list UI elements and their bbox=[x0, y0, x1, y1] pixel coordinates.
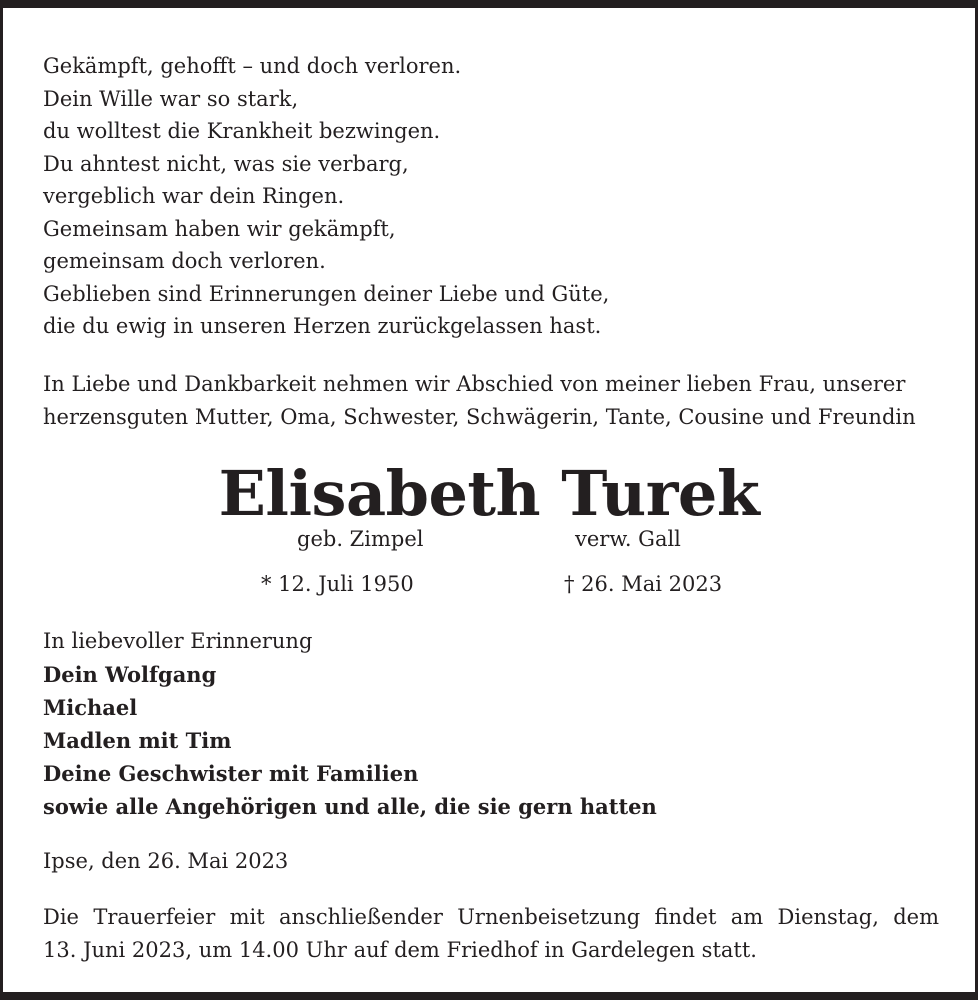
birth-date: * 12. Juli 1950 bbox=[261, 572, 414, 596]
ceremony-line: 13. Juni 2023, um 14.00 Uhr auf dem Friedhof in Gardelegen statt. bbox=[43, 938, 757, 962]
intro-line: herzensguten Mutter, Oma, Schwester, Schwägerin, Tante, Cousine und Freundin bbox=[43, 404, 916, 429]
ceremony-line: Die Trauerfeier mit anschließender Urnenbeisetzung findet am Dienstag, dem bbox=[43, 905, 939, 929]
mourners-heading: In liebevoller Erinnerung bbox=[43, 629, 313, 653]
mourner-name: Michael bbox=[43, 695, 138, 720]
mourners-list bbox=[43, 625, 657, 823]
mourner-name: Dein Wolfgang bbox=[43, 662, 217, 687]
poem-line: Gekämpft, gehofft – und doch verloren. bbox=[43, 54, 462, 78]
mourner-name: sowie alle Angehörigen und alle, die sie gern hatten bbox=[43, 794, 657, 819]
poem-line: Dein Wille war so stark, bbox=[43, 86, 299, 111]
place-and-date: Ipse, den 26. Mai 2023 bbox=[43, 849, 289, 873]
birth-name: geb. Zimpel bbox=[297, 527, 424, 551]
poem-line: du wolltest die Krankheit bezwingen. bbox=[43, 119, 441, 143]
poem-line: Du ahntest nicht, was sie verbarg, bbox=[43, 151, 409, 176]
poem-line: die du ewig in unseren Herzen zurückgelassen hast. bbox=[43, 314, 602, 338]
poem-line: vergeblich war dein Ringen. bbox=[43, 184, 345, 208]
widowed-name: verw. Gall bbox=[575, 527, 681, 551]
mourner-name: Deine Geschwister mit Familien bbox=[43, 761, 419, 786]
mourner-name: Madlen mit Tim bbox=[43, 728, 232, 753]
farewell-intro bbox=[43, 368, 943, 433]
death-date: † 26. Mai 2023 bbox=[564, 572, 723, 596]
poem-line: Geblieben sind Erinnerungen deiner Liebe und Güte, bbox=[43, 281, 610, 306]
memorial-poem bbox=[43, 50, 943, 343]
deceased-name: Elisabeth Turek bbox=[218, 457, 760, 530]
funeral-ceremony-info bbox=[43, 901, 939, 967]
poem-line: Gemeinsam haben wir gekämpft, bbox=[43, 216, 396, 241]
poem-line: gemeinsam doch verloren. bbox=[43, 249, 326, 273]
intro-line: In Liebe und Dankbarkeit nehmen wir Abschied von meiner lieben Frau, unserer bbox=[43, 372, 906, 396]
